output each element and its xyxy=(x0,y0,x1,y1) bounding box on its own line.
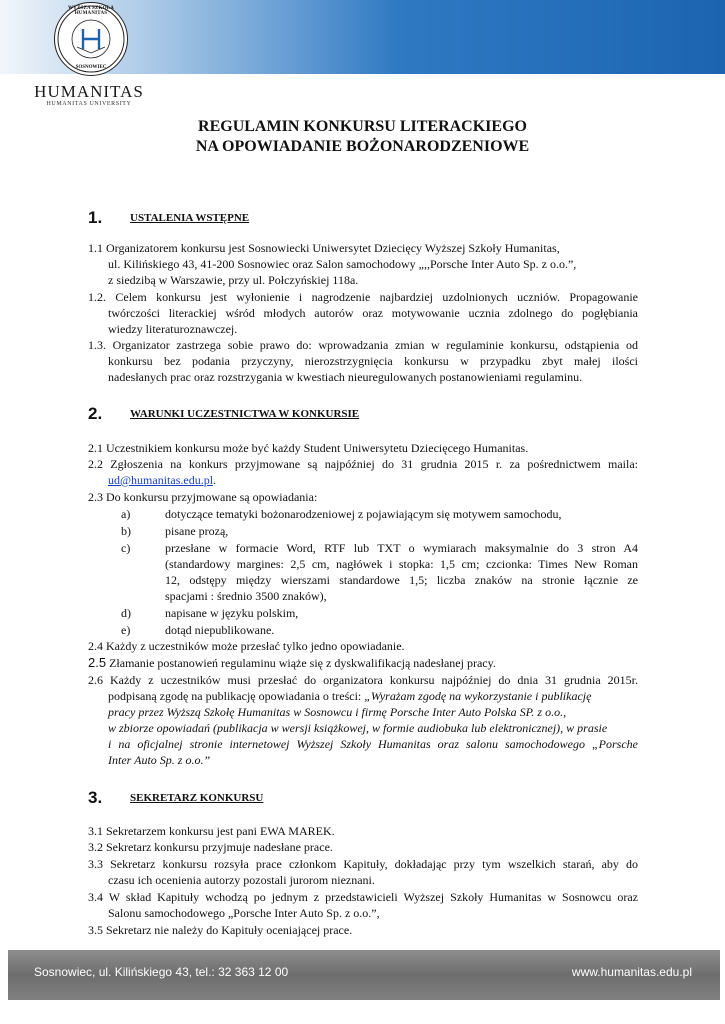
paragraph-line: 2.4 Każdy z uczestników może przesłać tylko jedno opowiadanie. xyxy=(88,639,405,653)
paragraph-line: wiedzy literaturoznawczej. xyxy=(108,322,238,336)
list-item: przesłane w formacie Word, RTF lub TXT o wymiarach maksymalnie do 3 stron A4 xyxy=(165,541,638,555)
seal-text-top: WYŻSZA SZKOŁA HUMANITAS xyxy=(67,6,115,16)
paragraph-line: 3.4 W skład Kapituły wchodzą po jednym z przedstawicieli Wyższej Szkoły Humanitas w Sosnowcu oraz xyxy=(88,890,638,904)
list-item: (standardowy margines: 2,5 cm, nagłówek i stopka: 1,5 cm; czcionka: Times New Roman xyxy=(165,557,638,571)
section-number: 1. xyxy=(88,208,103,227)
list-marker: b) xyxy=(121,524,131,538)
paragraph-line: Salonu samochodowego „Porsche Inter Auto Sp. z o.o.”, xyxy=(108,906,380,920)
paragraph-line: 1.1 Organizatorem konkursu jest Sosnowiecki Uniwersytet Dziecięcy Wyższej Szkoły Humanitas, xyxy=(88,241,560,255)
section-number: 3. xyxy=(88,788,103,807)
logo-subtitle: HUMANITAS UNIVERSITY xyxy=(46,101,132,107)
section-number: 2. xyxy=(88,404,103,423)
humanitas-logo xyxy=(30,2,148,108)
document-title xyxy=(0,117,725,157)
list-marker: a) xyxy=(121,507,131,521)
paragraph-line: 1.2. Celem konkursu jest wyłonienie i nagrodzenie najbardziej uzdolnionych uczniów. Propagowanie xyxy=(88,290,638,304)
paragraph-line: konkursu bez podania przyczyny, nierozstrzygnięcia konkursu w przypadku zbyt małej ilości xyxy=(108,354,638,368)
footer-address: Sosnowiec, ul. Kilińskiego 43, tel.: 32 363 12 00 xyxy=(34,965,289,979)
list-item: napisane w języku polskim, xyxy=(165,606,299,620)
paragraph-line: ul. Kilińskiego 43, 41-200 Sosnowiec oraz Salon samochodowy „,,Porsche Inter Auto Sp. z o.o.”, xyxy=(108,257,577,271)
section-label: USTALENIA WSTĘPNE xyxy=(130,212,250,224)
paragraph-line: 2.6 Każdy z uczestników musi przesłać do organizatora konkursu najpóźniej do dnia 31 grudnia 2015r. xyxy=(88,673,638,687)
paragraph-line: czasu ich ocenienia autorzy pozostali jurorom nieznani. xyxy=(108,873,375,887)
list-item: dotyczące tematyki bożonarodzeniowej z pojawiającym się motywem samochodu, xyxy=(165,507,562,521)
title-line-1: REGULAMIN KONKURSU LITERACKIEGO xyxy=(198,118,527,135)
footer-bar xyxy=(8,950,720,1000)
list-marker: e) xyxy=(121,623,131,637)
list-item: pisane prozą, xyxy=(165,524,229,538)
paragraph-line: Inter Auto Sp. z o.o.” xyxy=(108,753,211,767)
university-seal xyxy=(54,2,128,76)
paragraph-line: 3.1 Sekretarzem konkursu jest pani EWA MAREK. xyxy=(88,824,335,838)
section-label: SEKRETARZ KONKURSU xyxy=(130,792,264,804)
paragraph-line-consent xyxy=(108,688,638,704)
paragraph-line: w zbiorze opowiadań (publikacja w wersji książkowej, w formie audiobuka lub elektronicznej), w prasie xyxy=(108,721,608,735)
list-item: dotąd niepublikowane. xyxy=(165,623,275,637)
paragraph-line: twórczości literackiej wśród młodych autorów oraz motywowanie uczniа zdolnego do pogłębiania xyxy=(108,306,638,320)
paragraph-line: 2.1 Uczestnikiem konkursu może być każdy Student Uniwersytetu Dziecięcego Humanitas. xyxy=(88,441,529,455)
paragraph-line: 2.2 Zgłoszenia na konkurs przyjmowane są najpóźniej do 31 grudnia 2015 r. za pośrednictwem maila: xyxy=(88,457,638,471)
paragraph-line: nadesłanych prac oraz rozstrzygania w kwestiach nieuregulowanych postanowieniami regulaminu. xyxy=(108,370,583,384)
email-link[interactable]: ud@humanitas.edu.pl xyxy=(108,473,214,487)
list-marker: c) xyxy=(121,541,131,555)
title-line-2: NA OPOWIADANIE BOŻONARODZENIOWE xyxy=(195,138,530,155)
footer-website[interactable]: www.humanitas.edu.pl xyxy=(571,965,692,979)
paragraph-line: 3.3 Sekretarz konkursu rozsyła prace członkom Kapituły, dokładając przy tym wszelkich starań, aby do xyxy=(88,857,638,871)
list-item: spacjami : średnio 3500 znaków), xyxy=(165,589,327,603)
paragraph-line: 3.5 Sekretarz nie należy do Kapituły oceniającej prace. xyxy=(88,923,353,937)
paragraph-line: 3.2 Sekretarz konkursu przyjmuje nadesłane prace. xyxy=(88,840,333,854)
item-number: 2.5 xyxy=(88,655,107,670)
list-marker: d) xyxy=(121,606,131,620)
logo-name: HUMANITAS xyxy=(34,82,144,101)
consent-quote: „Wyrażam zgodę na wykorzystanie i publikację xyxy=(364,689,592,703)
consent-intro: podpisaną zgodę na publikację opowiadania o treści: xyxy=(108,689,365,703)
paragraph-line: pracy przez Wyższą Szkołę Humanitas w Sosnowcu i firmę Porsche Inter Auto Polska SP. z o.o., xyxy=(108,705,567,719)
paragraph-line: z siedzibą w Warszawie, przy ul. Połczyński​ej 118a. xyxy=(108,273,359,287)
seal-text-bottom: SOSNOWIEC xyxy=(75,65,107,70)
paragraph-line-2-5 xyxy=(88,655,496,671)
paragraph-line: 2.3 Do konkursu przyjmowane są opowiadania: xyxy=(88,490,318,504)
email-line: ud@humanitas.edu.pl. xyxy=(108,473,217,487)
paragraph-line: i na oficjalnej stronie internetowej Wyższej Szkoły Humanitas oraz salonu samochodowego „Porsche xyxy=(108,737,638,751)
paragraph-line: 1.3. Organizator zastrzega sobie prawo do: wprowadzania zmian w regulaminie konkursu, odstąpienia od xyxy=(88,338,638,352)
item-text: Złamanie postanowień regulaminu wiąże się z dyskwalifikacją nadesłanej prac​y. xyxy=(109,656,496,670)
section-label: WARUNKI UCZESTNICTWA W KONKURSIE xyxy=(130,408,360,420)
list-item: 12, odstępy między wierszami standardowe 1,5; liczba znaków na stronie łącznie ze xyxy=(165,573,638,587)
